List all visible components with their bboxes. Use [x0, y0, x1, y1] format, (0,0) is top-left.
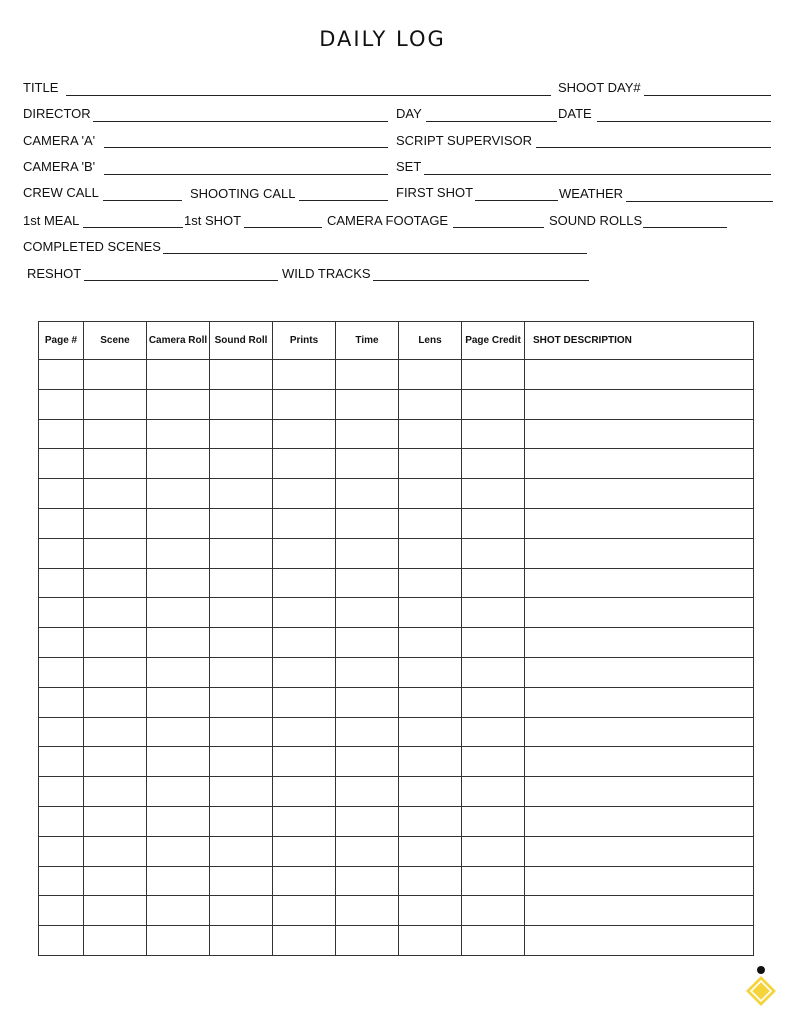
- table-cell[interactable]: [273, 508, 336, 538]
- table-cell[interactable]: [336, 777, 399, 807]
- table-cell[interactable]: [336, 747, 399, 777]
- table-cell[interactable]: [525, 717, 754, 747]
- shooting-call-line[interactable]: [299, 200, 388, 201]
- table-cell[interactable]: [525, 389, 754, 419]
- table-row: [39, 806, 754, 836]
- table-row: [39, 449, 754, 479]
- table-cell[interactable]: [84, 508, 147, 538]
- table-cell[interactable]: [336, 508, 399, 538]
- table-cell[interactable]: [147, 538, 210, 568]
- table-cell[interactable]: [273, 657, 336, 687]
- table-cell[interactable]: [273, 360, 336, 390]
- table-cell[interactable]: [39, 479, 84, 509]
- table-cell[interactable]: [462, 628, 525, 658]
- table-cell[interactable]: [84, 598, 147, 628]
- camera-footage-line[interactable]: [453, 227, 544, 228]
- table-cell[interactable]: [525, 806, 754, 836]
- table-cell[interactable]: [273, 419, 336, 449]
- table-row: [39, 717, 754, 747]
- table-cell[interactable]: [39, 657, 84, 687]
- script-supervisor-label: SCRIPT SUPERVISOR: [396, 133, 533, 148]
- table-cell[interactable]: [210, 419, 273, 449]
- brand-logo-icon: [742, 964, 782, 1010]
- table-cell[interactable]: [273, 449, 336, 479]
- table-cell[interactable]: [462, 508, 525, 538]
- table-cell[interactable]: [336, 896, 399, 926]
- completed-scenes-label: COMPLETED SCENES: [23, 239, 161, 254]
- table-cell[interactable]: [84, 538, 147, 568]
- table-cell[interactable]: [336, 866, 399, 896]
- table-cell[interactable]: [525, 360, 754, 390]
- table-cell[interactable]: [336, 926, 399, 956]
- table-cell[interactable]: [399, 360, 462, 390]
- sound-rolls-line[interactable]: [643, 227, 727, 228]
- table-cell[interactable]: [399, 806, 462, 836]
- table-cell[interactable]: [399, 717, 462, 747]
- table-cell[interactable]: [39, 538, 84, 568]
- table-cell[interactable]: [399, 419, 462, 449]
- table-cell[interactable]: [462, 896, 525, 926]
- table-cell[interactable]: [210, 360, 273, 390]
- table-cell[interactable]: [399, 926, 462, 956]
- table-cell[interactable]: [84, 896, 147, 926]
- table-cell[interactable]: [525, 777, 754, 807]
- table-cell[interactable]: [525, 508, 754, 538]
- page-title: DAILY LOG: [319, 27, 446, 51]
- table-cell[interactable]: [525, 598, 754, 628]
- table-cell[interactable]: [84, 747, 147, 777]
- table-cell[interactable]: [273, 777, 336, 807]
- table-cell[interactable]: [39, 449, 84, 479]
- table-cell[interactable]: [336, 687, 399, 717]
- day-line[interactable]: [426, 121, 557, 122]
- table-cell[interactable]: [273, 687, 336, 717]
- table-cell[interactable]: [210, 896, 273, 926]
- table-body: [39, 360, 754, 956]
- table-cell[interactable]: [84, 836, 147, 866]
- table-cell[interactable]: [399, 479, 462, 509]
- table-cell[interactable]: [273, 717, 336, 747]
- column-header-prints: Prints: [273, 322, 336, 360]
- title-line[interactable]: [66, 95, 551, 96]
- table-cell[interactable]: [525, 657, 754, 687]
- weather-line[interactable]: [626, 201, 773, 202]
- camera-footage-label: CAMERA FOOTAGE: [327, 213, 449, 228]
- first-meal-label: 1st MEAL: [23, 213, 80, 228]
- table-cell[interactable]: [147, 598, 210, 628]
- table-cell[interactable]: [462, 419, 525, 449]
- camera-a-line[interactable]: [104, 147, 388, 148]
- table-cell[interactable]: [210, 836, 273, 866]
- sound-rolls-label: SOUND ROLLS: [549, 213, 643, 228]
- first-shot-label: FIRST SHOT: [396, 185, 474, 200]
- table-row: [39, 926, 754, 956]
- table-cell[interactable]: [84, 657, 147, 687]
- table-row: [39, 866, 754, 896]
- table-cell[interactable]: [84, 777, 147, 807]
- table-cell[interactable]: [210, 479, 273, 509]
- table-cell[interactable]: [462, 687, 525, 717]
- weather-label: WEATHER: [559, 186, 624, 201]
- table-cell[interactable]: [273, 538, 336, 568]
- table-cell[interactable]: [462, 806, 525, 836]
- table-cell[interactable]: [336, 568, 399, 598]
- reshot-label: RESHOT: [27, 266, 82, 281]
- table-cell[interactable]: [399, 508, 462, 538]
- first-shot-line[interactable]: [475, 200, 558, 201]
- table-cell[interactable]: [210, 777, 273, 807]
- table-cell[interactable]: [147, 628, 210, 658]
- table-cell[interactable]: [39, 806, 84, 836]
- table-row: [39, 598, 754, 628]
- table-cell[interactable]: [525, 926, 754, 956]
- table-cell[interactable]: [147, 419, 210, 449]
- table-cell[interactable]: [147, 479, 210, 509]
- table-cell[interactable]: [525, 568, 754, 598]
- table-cell[interactable]: [336, 360, 399, 390]
- table-cell[interactable]: [273, 389, 336, 419]
- table-cell[interactable]: [147, 657, 210, 687]
- column-header-sound-roll: Sound Roll: [210, 322, 273, 360]
- table-cell[interactable]: [39, 568, 84, 598]
- table-cell[interactable]: [147, 717, 210, 747]
- script-supervisor-line[interactable]: [536, 147, 771, 148]
- table-cell[interactable]: [39, 628, 84, 658]
- table-row: [39, 687, 754, 717]
- table-cell[interactable]: [84, 628, 147, 658]
- table-cell[interactable]: [39, 896, 84, 926]
- table-row: [39, 568, 754, 598]
- table-cell[interactable]: [147, 568, 210, 598]
- table-cell[interactable]: [399, 866, 462, 896]
- camera-b-line[interactable]: [104, 174, 388, 175]
- table-row: [39, 479, 754, 509]
- completed-scenes-line[interactable]: [163, 253, 587, 254]
- table-cell[interactable]: [525, 836, 754, 866]
- day-label: DAY: [396, 106, 422, 121]
- title-label: TITLE: [23, 80, 59, 95]
- table-cell[interactable]: [462, 926, 525, 956]
- table-cell[interactable]: [147, 747, 210, 777]
- table-cell[interactable]: [525, 747, 754, 777]
- table-row: [39, 836, 754, 866]
- table-cell[interactable]: [336, 806, 399, 836]
- table-cell[interactable]: [336, 598, 399, 628]
- table-cell[interactable]: [147, 836, 210, 866]
- shooting-call-label: SHOOTING CALL: [190, 186, 296, 201]
- table-cell[interactable]: [273, 866, 336, 896]
- shoot-day-label: SHOOT DAY#: [558, 80, 641, 95]
- table-cell[interactable]: [336, 657, 399, 687]
- table-row: [39, 777, 754, 807]
- table-cell[interactable]: [399, 449, 462, 479]
- table-cell[interactable]: [525, 538, 754, 568]
- table-cell[interactable]: [462, 449, 525, 479]
- table-cell[interactable]: [399, 896, 462, 926]
- table-cell[interactable]: [210, 598, 273, 628]
- table-cell[interactable]: [39, 419, 84, 449]
- table-cell[interactable]: [462, 538, 525, 568]
- table-cell[interactable]: [462, 479, 525, 509]
- table-cell[interactable]: [399, 389, 462, 419]
- crew-call-label: CREW CALL: [23, 185, 99, 200]
- first-shot-after-meal-line[interactable]: [244, 227, 322, 228]
- table-cell[interactable]: [147, 926, 210, 956]
- table-cell[interactable]: [273, 628, 336, 658]
- table-cell[interactable]: [147, 360, 210, 390]
- table-cell[interactable]: [147, 389, 210, 419]
- crew-call-line[interactable]: [103, 200, 182, 201]
- table-cell[interactable]: [210, 866, 273, 896]
- table-cell[interactable]: [336, 449, 399, 479]
- column-header-scene: Scene: [84, 322, 147, 360]
- table-cell[interactable]: [147, 777, 210, 807]
- table-cell[interactable]: [210, 508, 273, 538]
- table-cell[interactable]: [399, 687, 462, 717]
- table-cell[interactable]: [147, 806, 210, 836]
- table-cell[interactable]: [525, 628, 754, 658]
- table-cell[interactable]: [525, 896, 754, 926]
- table-cell[interactable]: [39, 687, 84, 717]
- table-row: [39, 896, 754, 926]
- director-label: DIRECTOR: [23, 106, 91, 121]
- table-cell[interactable]: [210, 926, 273, 956]
- table-cell[interactable]: [462, 747, 525, 777]
- table-cell[interactable]: [462, 717, 525, 747]
- table-header-row: [39, 322, 754, 360]
- table-cell[interactable]: [84, 479, 147, 509]
- table-cell[interactable]: [84, 866, 147, 896]
- table-row: [39, 508, 754, 538]
- table-cell[interactable]: [210, 538, 273, 568]
- table-row: [39, 360, 754, 390]
- table-cell[interactable]: [399, 836, 462, 866]
- table-cell[interactable]: [525, 866, 754, 896]
- table-cell[interactable]: [399, 628, 462, 658]
- column-header-lens: Lens: [399, 322, 462, 360]
- table-cell[interactable]: [147, 508, 210, 538]
- table-cell[interactable]: [210, 687, 273, 717]
- table-cell[interactable]: [336, 479, 399, 509]
- table-cell[interactable]: [210, 568, 273, 598]
- table-cell[interactable]: [525, 479, 754, 509]
- table-cell[interactable]: [525, 687, 754, 717]
- table-cell[interactable]: [84, 926, 147, 956]
- table-cell[interactable]: [399, 657, 462, 687]
- table-cell[interactable]: [39, 747, 84, 777]
- table-cell[interactable]: [336, 836, 399, 866]
- table-cell[interactable]: [273, 747, 336, 777]
- table-cell[interactable]: [399, 568, 462, 598]
- table-cell[interactable]: [462, 568, 525, 598]
- table-cell[interactable]: [462, 657, 525, 687]
- table-cell[interactable]: [273, 896, 336, 926]
- camera-a-label: CAMERA 'A': [23, 133, 96, 148]
- column-header-page: Page #: [39, 322, 84, 360]
- director-line[interactable]: [93, 121, 388, 122]
- date-label: DATE: [558, 106, 592, 121]
- table-cell[interactable]: [462, 360, 525, 390]
- table-cell[interactable]: [462, 389, 525, 419]
- first-shot-after-meal-label: 1st SHOT: [184, 213, 242, 228]
- shoot-day-line[interactable]: [644, 95, 771, 96]
- first-meal-line[interactable]: [83, 227, 183, 228]
- table-cell[interactable]: [399, 777, 462, 807]
- column-header-shot-description: SHOT DESCRIPTION: [525, 322, 754, 360]
- table-cell[interactable]: [147, 866, 210, 896]
- table-cell[interactable]: [39, 598, 84, 628]
- table-cell[interactable]: [336, 538, 399, 568]
- set-label: SET: [396, 159, 422, 174]
- table-cell[interactable]: [210, 747, 273, 777]
- table-cell[interactable]: [84, 717, 147, 747]
- table-cell[interactable]: [39, 866, 84, 896]
- table-cell[interactable]: [39, 389, 84, 419]
- table-cell[interactable]: [273, 479, 336, 509]
- reshot-line[interactable]: [84, 280, 278, 281]
- table-cell[interactable]: [462, 777, 525, 807]
- column-header-time: Time: [336, 322, 399, 360]
- shot-log-table: [38, 321, 754, 956]
- table-cell[interactable]: [84, 449, 147, 479]
- table-cell[interactable]: [39, 926, 84, 956]
- set-line[interactable]: [424, 174, 771, 175]
- table-cell[interactable]: [210, 717, 273, 747]
- table-cell[interactable]: [39, 777, 84, 807]
- table-cell[interactable]: [147, 687, 210, 717]
- table-cell[interactable]: [336, 628, 399, 658]
- table-cell[interactable]: [84, 687, 147, 717]
- table-cell[interactable]: [84, 568, 147, 598]
- table-cell[interactable]: [525, 449, 754, 479]
- table-cell[interactable]: [210, 806, 273, 836]
- table-row: [39, 419, 754, 449]
- table-cell[interactable]: [336, 717, 399, 747]
- table-cell[interactable]: [210, 389, 273, 419]
- table-cell[interactable]: [399, 538, 462, 568]
- table-cell[interactable]: [210, 449, 273, 479]
- table-cell[interactable]: [273, 598, 336, 628]
- table-cell[interactable]: [210, 628, 273, 658]
- table-row: [39, 657, 754, 687]
- table-cell[interactable]: [336, 389, 399, 419]
- wild-tracks-line[interactable]: [373, 280, 589, 281]
- table-cell[interactable]: [399, 747, 462, 777]
- table-cell[interactable]: [84, 806, 147, 836]
- table-cell[interactable]: [273, 806, 336, 836]
- table-row: [39, 747, 754, 777]
- table-cell[interactable]: [84, 419, 147, 449]
- date-line[interactable]: [597, 121, 771, 122]
- table-cell[interactable]: [336, 419, 399, 449]
- column-header-camera-roll: Camera Roll: [147, 322, 210, 360]
- table-cell[interactable]: [210, 657, 273, 687]
- table-cell[interactable]: [273, 926, 336, 956]
- table-cell[interactable]: [84, 360, 147, 390]
- table-cell[interactable]: [39, 360, 84, 390]
- camera-b-label: CAMERA 'B': [23, 159, 96, 174]
- table-cell[interactable]: [462, 836, 525, 866]
- table-cell[interactable]: [462, 866, 525, 896]
- table-cell[interactable]: [84, 389, 147, 419]
- table-row: [39, 628, 754, 658]
- table-cell[interactable]: [273, 836, 336, 866]
- table-cell[interactable]: [39, 508, 84, 538]
- table-cell[interactable]: [525, 419, 754, 449]
- table-cell[interactable]: [273, 568, 336, 598]
- table-cell[interactable]: [399, 598, 462, 628]
- table-row: [39, 538, 754, 568]
- table-cell[interactable]: [147, 449, 210, 479]
- table-cell[interactable]: [462, 598, 525, 628]
- table-cell[interactable]: [147, 896, 210, 926]
- column-header-page-credit: Page Credit: [462, 322, 525, 360]
- wild-tracks-label: WILD TRACKS: [282, 266, 371, 281]
- table-cell[interactable]: [39, 836, 84, 866]
- table-row: [39, 389, 754, 419]
- table-cell[interactable]: [39, 717, 84, 747]
